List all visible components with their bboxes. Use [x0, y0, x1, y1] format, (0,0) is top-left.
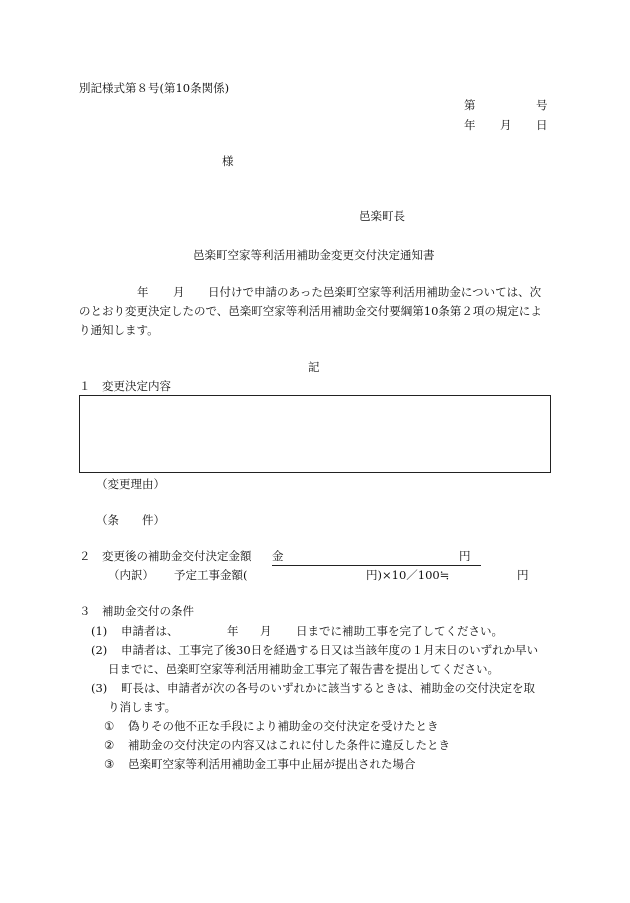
date-day: 日 — [536, 118, 548, 132]
amount-kin: 金 — [272, 549, 284, 563]
subitem-text: 邑楽町空家等利活用補助金工事中止届が提出された場合 — [128, 757, 416, 771]
amount-underline — [272, 565, 481, 566]
item3-line1: 町長は、申請者が次の各号のいずれかに該当するときは、補助金の交付決定を取 — [121, 681, 535, 695]
item1-text: 日までに補助工事を完了してください。 — [296, 624, 503, 638]
item3-num: (3) — [91, 681, 108, 695]
issuer-name: 邑楽町長 — [359, 209, 405, 223]
breakdown-yen: 円 — [517, 568, 529, 582]
condition-label: （条 件） — [96, 513, 165, 527]
date-month: 月 — [500, 118, 512, 132]
change-reason-label: （変更理由） — [96, 477, 165, 491]
subitem-text: 偽りその他不正な手段により補助金の交付決定を受けたとき — [128, 719, 439, 733]
item2-line1: 申請者は、工事完了後30日を経過する日又は当該年度の１月末日のいずれか早い — [121, 643, 539, 657]
subitem-num: ③ — [104, 757, 115, 771]
number-dai: 第 — [464, 98, 476, 112]
subitem-text: 補助金の交付決定の内容又はこれに付した条件に違反したとき — [128, 738, 450, 752]
document-title: 邑楽町空家等利活用補助金変更交付決定通知書 — [193, 248, 435, 262]
body-line2: のとおり変更決定したので、邑楽町空家等利活用補助金交付要綱第10条第２項の規定によ — [79, 304, 542, 318]
breakdown-text: 予定工事金額( — [174, 568, 248, 582]
breakdown-formula: 円)×10／100≒ — [366, 568, 450, 582]
item1-year: 年 — [227, 624, 239, 638]
body-line3: り通知します。 — [79, 323, 159, 337]
form-label: 別記様式第８号(第10条関係) — [79, 81, 230, 95]
item3-line2: り消します。 — [108, 700, 177, 714]
subitem-num: ② — [104, 738, 115, 752]
body-year: 年 — [137, 285, 149, 299]
item2-line2: 日までに、邑楽町空家等利活用補助金工事完了報告書を提出してください。 — [108, 662, 499, 676]
item1-prefix: 申請者は、 — [121, 624, 179, 638]
subitem-num: ① — [104, 719, 115, 733]
amount-yen: 円 — [459, 549, 471, 563]
item2-num: (2) — [91, 643, 108, 657]
ki-heading: 記 — [308, 360, 320, 374]
body-month: 月 — [173, 285, 185, 299]
change-content-box — [79, 395, 551, 473]
number-go: 号 — [536, 98, 548, 112]
date-year: 年 — [464, 118, 476, 132]
item1-num: (1) — [91, 624, 108, 638]
section3-heading: ３ 補助金交付の条件 — [79, 604, 194, 618]
section1-heading: １ 変更決定内容 — [79, 379, 171, 393]
section2-heading: ２ 変更後の補助金交付決定金額 — [79, 549, 252, 563]
item1-month: 月 — [260, 624, 272, 638]
breakdown-label: （内訳） — [108, 568, 154, 582]
addressee-sama: 様 — [222, 154, 234, 168]
body-line1: 日付けで申請のあった邑楽町空家等利活用補助金については、次 — [208, 285, 542, 299]
